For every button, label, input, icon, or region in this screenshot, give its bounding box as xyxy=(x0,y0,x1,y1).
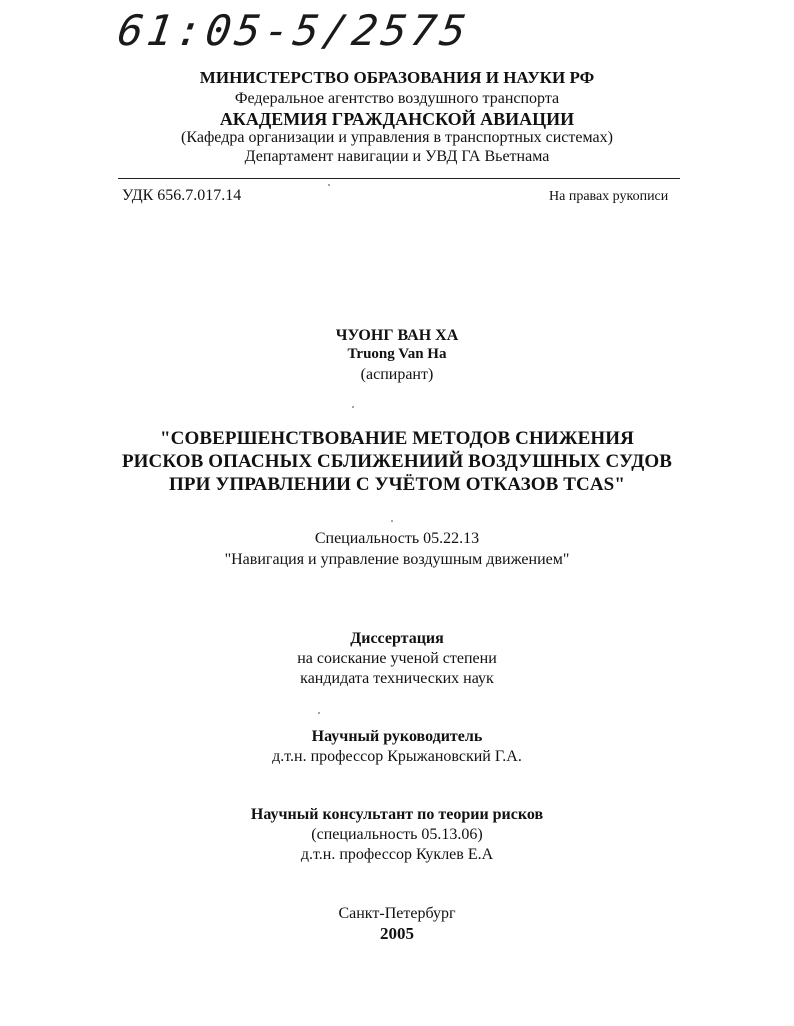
scan-speck xyxy=(391,520,393,522)
academy-heading: АКАДЕМИЯ ГРАЖДАНСКОЙ АВИАЦИИ xyxy=(219,109,575,129)
consultant-heading: Научный консультант по теории рисков xyxy=(250,806,544,823)
dissertation-heading: Диссертация xyxy=(350,630,444,647)
specialty-code: Специальность 05.22.13 xyxy=(314,530,480,547)
thesis-title-line-2: РИСКОВ ОПАСНЫХ СБЛИЖЕНИИЙ ВОЗДУШНЫХ СУДОВ xyxy=(121,451,673,472)
consultant-specialty: (специальность 05.13.06) xyxy=(311,826,483,843)
thesis-title-line-3: ПРИ УПРАВЛЕНИИ С УЧЁТОМ ОТКАЗОВ TCAS" xyxy=(169,474,625,495)
year: 2005 xyxy=(380,924,414,943)
consultant-name: д.т.н. профессор Куклев Е.А xyxy=(300,846,494,863)
chair-line: (Кафедра организации и управления в транспортных системах) xyxy=(181,129,613,146)
author-name-en: Truong Van Ha xyxy=(347,346,447,362)
author-status: (аспирант) xyxy=(360,366,434,383)
department-line: Департамент навигации и УВД ГА Вьетнама xyxy=(244,148,550,165)
scan-speck xyxy=(328,184,330,186)
dissertation-line-2: кандидата технических наук xyxy=(300,670,494,687)
ministry-heading: МИНИСТЕРСТВО ОБРАЗОВАНИЯ И НАУКИ РФ xyxy=(199,68,595,87)
udk-code: УДК 656.7.017.14 xyxy=(122,187,242,204)
author-name-ru: ЧУОНГ ВАН ХА xyxy=(335,327,459,344)
agency-line: Федеральное агентство воздушного транспорта xyxy=(234,90,560,107)
handwritten-archive-code: 61:05-5/2575 xyxy=(114,6,473,55)
dissertation-line-1: на соискание ученой степени xyxy=(297,650,497,667)
header-divider xyxy=(118,178,680,179)
thesis-title-line-1: "СОВЕРШЕНСТВОВАНИЕ МЕТОДОВ СНИЖЕНИЯ xyxy=(160,428,634,449)
scan-speck xyxy=(318,712,320,714)
supervisor-heading: Научный руководитель xyxy=(311,728,483,745)
manuscript-rights-note: На правах рукописи xyxy=(549,189,669,204)
scan-speck xyxy=(352,406,354,408)
city: Санкт-Петербург xyxy=(338,905,456,922)
supervisor-name: д.т.н. профессор Крыжановский Г.А. xyxy=(272,748,522,765)
specialty-name: "Навигация и управление воздушным движением" xyxy=(224,551,570,568)
